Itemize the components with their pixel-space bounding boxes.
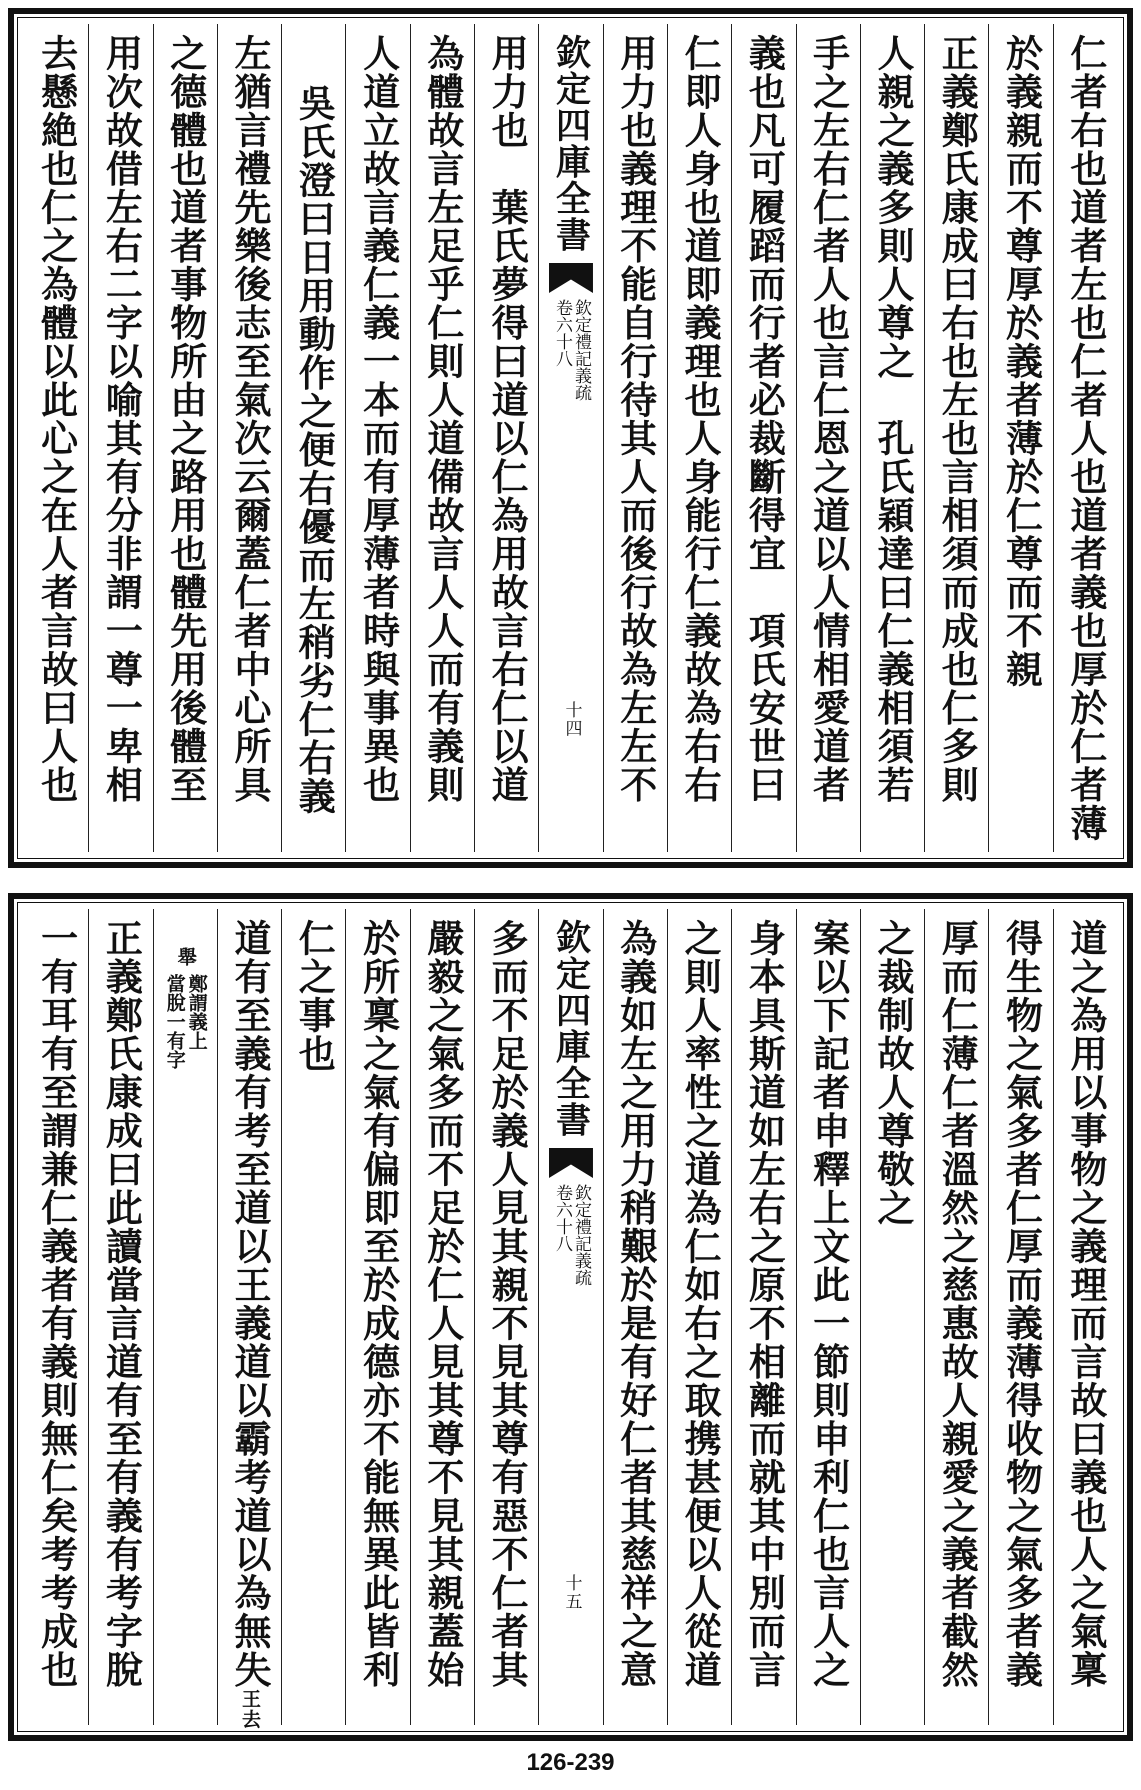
column-text: 人親之義多則人尊之 孔氏穎達曰仁義相須若 [870, 34, 915, 804]
folio-number: 十五 [561, 1574, 582, 1611]
text-column [924, 24, 988, 852]
page-number: 126-239 [526, 1749, 615, 1776]
upper-half-page [8, 8, 1133, 868]
text-column [345, 909, 409, 1725]
text-column [603, 24, 667, 852]
text-column [1053, 909, 1117, 1725]
column-text: 為義如左之用力稍艱於是有好仁者其慈祥之意 [613, 919, 658, 1689]
text-column [153, 24, 217, 852]
lower-text-columns [24, 909, 1117, 1730]
column-text: 之則人率性之道為仁如右之取携甚便以人從道 [678, 919, 723, 1689]
note-line-left: 當脫一有字 [163, 973, 186, 1069]
column-text: 一有耳有至謂兼仁義者有義則無仁矣考考成也 [34, 919, 79, 1689]
book-title: 欽定四庫全書 [550, 34, 592, 253]
column-text: 去懸絶也仁之為體以此心之在人者言故曰人也 [34, 34, 79, 804]
text-column [88, 909, 152, 1725]
column-text: 身本具斯道如左右之原不相離而就其中別而言 [742, 919, 787, 1689]
column-text: 得生物之氣多者仁厚而義薄得收物之氣多者義 [999, 919, 1044, 1689]
double-line-note [165, 974, 206, 1069]
work-title: 欽定禮記義疏 [570, 1184, 591, 1286]
work-title: 欽定禮記義疏 [570, 299, 591, 401]
column-text: 道有至義有考至道以王義道以霸考道以為無失 [227, 919, 272, 1689]
folio-number: 十四 [561, 701, 582, 738]
text-column [281, 909, 345, 1725]
lower-half-page [8, 893, 1133, 1741]
text-column [217, 24, 281, 852]
inline-reading-note: 王去 [238, 1689, 261, 1730]
column-text: 於義親而不尊厚於義者薄於仁尊而不親 [999, 34, 1044, 689]
text-column [410, 909, 474, 1725]
text-column [860, 24, 924, 852]
column-text: 用次故借左右二字以喻其有分非謂一尊一卑相 [99, 34, 144, 804]
heading-subtitle [553, 299, 589, 401]
text-column [988, 24, 1052, 852]
column-text: 正義鄭氏康成曰右也左也言相須而成也仁多則 [935, 34, 980, 804]
note-lead-char: 舉 [174, 947, 197, 968]
chapter-number: 卷六十八 [551, 299, 572, 367]
text-column [24, 24, 88, 852]
column-text: 厚而仁薄仁者溫然之慈惠故人親愛之義者截然 [935, 919, 980, 1689]
column-text: 道之為用以事物之義理而言故曰義也人之氣稟 [1063, 919, 1108, 1689]
center-heading-column [538, 24, 602, 852]
column-text: 正義鄭氏康成曰此讀當言道有至有義有考字脫 [99, 919, 144, 1689]
column-text: 義也凡可履蹈而行者必裁斷得宜 項氏安世曰 [742, 34, 787, 804]
fish-tail-mark-icon [549, 1148, 593, 1178]
column-text: 仁即人身也道即義理也人身能行仁義故為右右 [678, 34, 723, 804]
column-text: 仁者右也道者左也仁者人也道者義也厚於仁者薄 [1063, 34, 1108, 843]
column-text: 左猶言禮先樂後志至氣次云爾蓋仁者中心所具 [227, 34, 272, 804]
text-column [860, 909, 924, 1725]
column-text: 人道立故言義仁義一本而有厚薄者時與事異也 [356, 34, 401, 804]
text-column [731, 24, 795, 852]
book-title: 欽定四庫全書 [550, 919, 592, 1138]
text-column [731, 909, 795, 1725]
column-text: 嚴毅之氣多而不足於仁人見其尊不見其親蓋始 [420, 919, 465, 1689]
text-column [24, 909, 88, 1725]
column-text: 案以下記者申釋上文此一節則申利仁也言人之 [806, 919, 851, 1689]
column-text: 仁之事也 [292, 919, 337, 1073]
text-column [217, 909, 281, 1730]
text-column [88, 24, 152, 852]
fish-tail-mark-icon [549, 263, 593, 293]
note-line-right: 鄭謂義上 [185, 973, 208, 1050]
column-text: 吳氏澄曰日用動作之便右優而左稍劣仁右義 [292, 84, 337, 816]
chapter-number: 卷六十八 [551, 1184, 572, 1252]
text-column [924, 909, 988, 1725]
text-column [281, 24, 345, 852]
text-column [667, 909, 731, 1725]
text-column [667, 24, 731, 852]
center-heading-column [538, 909, 602, 1725]
heading-subtitle [553, 1184, 589, 1286]
text-column [603, 909, 667, 1725]
text-column [796, 909, 860, 1725]
column-text: 之德體也道者事物所由之路用也體先用後體至 [163, 34, 208, 804]
column-text: 多而不足於義人見其親不見其尊有惡不仁者其 [485, 919, 530, 1689]
text-column [796, 24, 860, 852]
text-column [988, 909, 1052, 1725]
commentary-note-column [153, 909, 217, 1725]
column-text: 用力也 葉氏夢得曰道以仁為用故言右仁以道 [485, 34, 530, 804]
column-text: 用力也義理不能自行待其人而後行故為左左不 [613, 34, 658, 804]
column-text: 手之左右仁者人也言仁恩之道以人情相愛道者 [806, 34, 851, 804]
column-text: 之裁制故人尊敬之 [870, 919, 915, 1227]
column-text: 於所稟之氣有偏即至於成德亦不能無異此皆利 [356, 919, 401, 1689]
text-column [474, 24, 538, 852]
text-column [474, 909, 538, 1725]
upper-text-columns [24, 24, 1117, 852]
column-text: 為體故言左足乎仁則人道備故言人人而有義則 [420, 34, 465, 804]
text-column [410, 24, 474, 852]
text-column [1053, 24, 1117, 852]
text-column [345, 24, 409, 852]
